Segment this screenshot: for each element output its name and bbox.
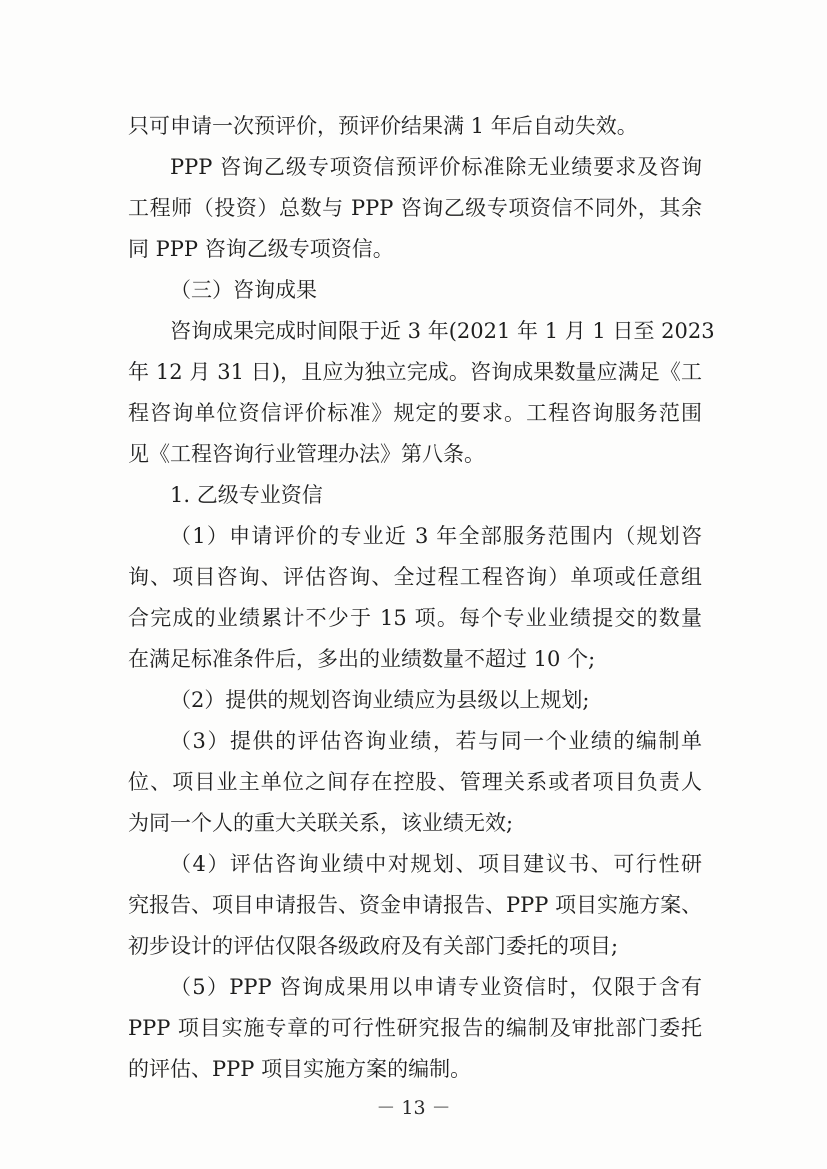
item-4: （4）评估咨询业绩中对规划、项目建议书、可行性研 xyxy=(170,852,702,876)
item-3: （3）提供的评估咨询业绩，若与同一个业绩的编制单 xyxy=(170,729,702,753)
text-line: 只可申请一次预评价，预评价结果满 1 年后自动失效。 xyxy=(128,114,638,138)
page-number: － 13 － xyxy=(376,1097,451,1119)
text-line: 见《工程咨询行业管理办法》第八条。 xyxy=(128,442,485,466)
text-line: 程咨询单位资信评价标准》规定的要求。工程咨询服务范围 xyxy=(128,401,702,425)
item-5: （5）PPP 咨询成果用以申请专业资信时，仅限于含有 xyxy=(170,975,702,999)
text-line: 同 PPP 咨询乙级专项资信。 xyxy=(128,237,394,261)
text-line: 为同一个人的重大关联关系，该业绩无效; xyxy=(128,811,514,835)
text-line: 工程师（投资）总数与 PPP 咨询乙级专项资信不同外，其余 xyxy=(128,196,702,220)
text-line: 询、项目咨询、评估咨询、全过程工程咨询）单项或任意组 xyxy=(128,565,702,589)
section-heading-consulting-results: （三）咨询成果 xyxy=(170,278,317,302)
subheading-grade-b-professional: 1. 乙级专业资信 xyxy=(170,483,323,507)
text-line: 年 12 月 31 日)，且应为独立完成。咨询成果数量应满足《工 xyxy=(128,360,702,384)
paragraph-consulting-results: 咨询成果完成时间限于近 3 年(2021 年 1 月 1 日至 2023 xyxy=(170,319,715,343)
body-text xyxy=(128,106,715,1090)
paragraph-ppp-prereview: PPP 咨询乙级专项资信预评价标准除无业绩要求及咨询 xyxy=(170,155,702,179)
item-2: （2）提供的规划咨询业绩应为县级以上规划; xyxy=(170,688,590,712)
text-line: 初步设计的评估仅限各级政府及有关部门委托的项目; xyxy=(128,934,619,958)
text-line: 在满足标准条件后，多出的业绩数量不超过 10 个; xyxy=(128,647,596,671)
text-line: PPP 项目实施专章的可行性研究报告的编制及审批部门委托 xyxy=(128,1016,702,1040)
text-line: 的评估、PPP 项目实施方案的编制。 xyxy=(128,1057,472,1081)
text-line: 位、项目业主单位之间存在控股、管理关系或者项目负责人 xyxy=(128,770,702,794)
text-line: 合完成的业绩累计不少于 15 项。每个专业业绩提交的数量 xyxy=(128,606,702,630)
item-1: （1）申请评价的专业近 3 年全部服务范围内（规划咨 xyxy=(170,524,702,548)
text-line: 究报告、项目申请报告、资金申请报告、PPP 项目实施方案、 xyxy=(128,893,703,917)
